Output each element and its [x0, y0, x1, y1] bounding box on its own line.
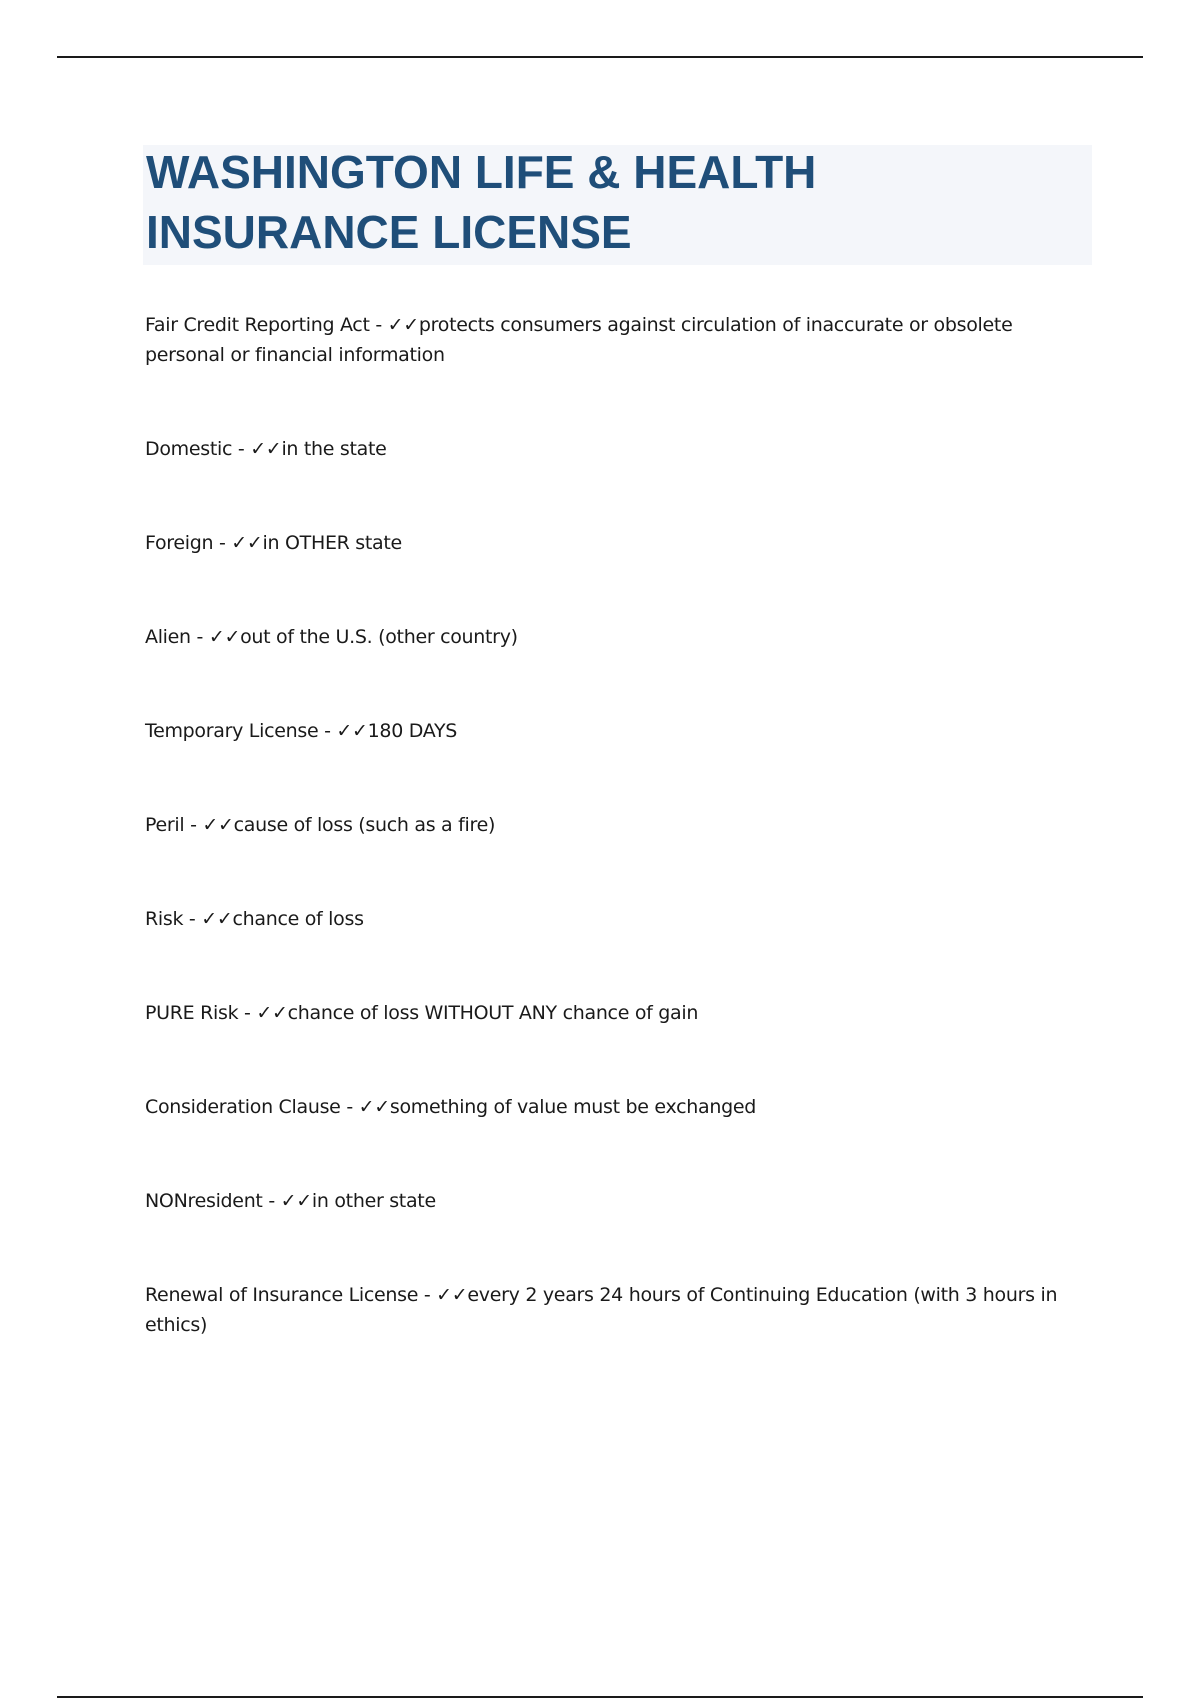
entry-definition: something of value must be exchanged	[389, 1096, 756, 1118]
entry-definition: chance of loss	[232, 908, 364, 930]
entry-separator: -	[369, 314, 388, 336]
flashcard-entry	[145, 810, 1085, 840]
entry-definition: in other state	[311, 1190, 436, 1212]
double-check-icon: ✓✓	[202, 814, 234, 836]
flashcard-entry	[145, 310, 1085, 370]
double-check-icon: ✓✓	[208, 626, 241, 648]
entry-separator: -	[340, 1096, 359, 1118]
entry-definition: out of the U.S. (other country)	[240, 626, 518, 648]
flashcard-entry	[145, 904, 1085, 934]
page-title: WASHINGTON LIFE & HEALTH INSURANCE LICENSE	[146, 146, 817, 258]
flashcard-entry	[145, 716, 1085, 746]
entry-separator: -	[184, 814, 203, 836]
entry-term: Peril	[145, 814, 185, 836]
double-check-icon: ✓✓	[231, 532, 263, 554]
entry-term: Domestic	[145, 438, 233, 460]
entry-definition: every 2 years 24 hours of Continuing Education (with 3 hours in ethics)	[145, 1284, 1058, 1336]
entry-definition: in OTHER state	[262, 532, 402, 554]
flashcard-entry	[145, 434, 1085, 464]
flashcard-entry	[145, 1092, 1085, 1122]
entry-term: Alien	[145, 626, 191, 648]
entry-separator: -	[318, 720, 337, 742]
entry-definition: cause of loss (such as a fire)	[233, 814, 496, 836]
entry-definition: in the state	[281, 438, 387, 460]
entry-definition: 180 DAYS	[367, 720, 458, 742]
entry-separator: -	[262, 1190, 281, 1212]
entry-definition: chance of loss WITHOUT ANY chance of gain	[287, 1002, 699, 1024]
double-check-icon: ✓✓	[336, 720, 368, 742]
flashcard-entry	[145, 528, 1085, 558]
entry-separator: -	[418, 1284, 437, 1306]
entry-separator: -	[213, 532, 232, 554]
double-check-icon: ✓✓	[201, 908, 233, 930]
entry-term: Renewal of Insurance License	[145, 1284, 419, 1306]
double-check-icon: ✓✓	[358, 1096, 390, 1118]
flashcard-entry	[145, 1280, 1085, 1340]
entry-separator: -	[238, 1002, 257, 1024]
entry-term: Fair Credit Reporting Act	[145, 314, 370, 336]
entry-separator: -	[232, 438, 251, 460]
flashcard-entry	[145, 1186, 1085, 1216]
double-check-icon: ✓✓	[280, 1190, 312, 1212]
flashcard-entry	[145, 998, 1085, 1028]
flashcard-list	[145, 310, 1085, 1404]
entry-term: NONresident	[145, 1190, 263, 1212]
entry-separator: -	[190, 626, 209, 648]
double-check-icon: ✓✓	[436, 1284, 468, 1306]
entry-definition: protects consumers against circulation of inaccurate or obsolete personal or financial information	[145, 314, 1013, 366]
entry-term: Consideration Clause	[145, 1096, 341, 1118]
entry-term: Temporary License	[145, 720, 319, 742]
double-check-icon: ✓✓	[256, 1002, 288, 1024]
bottom-divider	[57, 1696, 1143, 1698]
flashcard-entry	[145, 622, 1085, 652]
double-check-icon: ✓✓	[387, 314, 419, 336]
entry-separator: -	[183, 908, 202, 930]
double-check-icon: ✓✓	[250, 438, 282, 460]
entry-term: Risk	[145, 908, 184, 930]
entry-term: Foreign	[145, 532, 214, 554]
top-divider	[57, 56, 1143, 58]
entry-term: PURE Risk	[145, 1002, 239, 1024]
